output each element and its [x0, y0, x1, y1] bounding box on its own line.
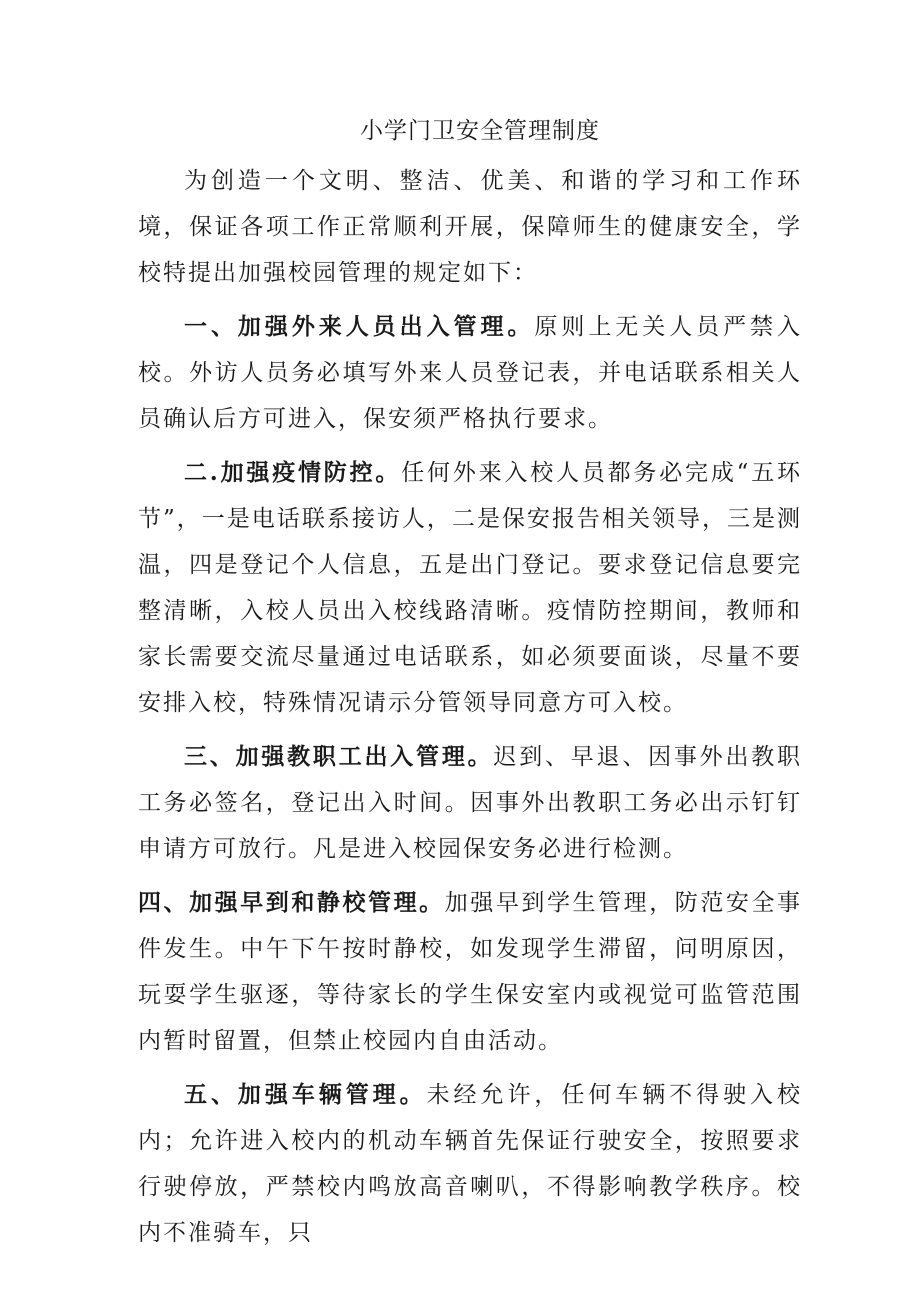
- intro-paragraph: 为创造一个文明、整洁、优美、和谐的学习和工作环境，保证各项工作正常顺利开展，保障师生的健康安全，学校特提出加强校园管理的规定如下：: [138, 168, 802, 286]
- section-4: [138, 880, 802, 1064]
- section-1-heading: 一、加强外来人员出入管理。: [184, 313, 535, 340]
- section-2-body: 任何外来入校人员都务必完成“五环节”，一是电话联系接访人，二是保安报告相关领导，三是测温，四是登记个人信息，五是出门登记。要求登记信息要完整清晰，入校人员出入校线路清晰。疫情防控期间，教师和家长需要交流尽量通过电话联系，如必须要面谈，尽量不要安排入校，特殊情况请示分管领导同意方可入校。: [138, 460, 802, 716]
- section-1: [138, 304, 802, 442]
- section-3-body: 迟到、早退、因事外出教职工务必签名，登记出入时间。因事外出教职工务必出示钉钉申请方可放行。凡是进入校园保安务必进行检测。: [138, 744, 803, 862]
- section-2: [138, 450, 802, 726]
- section-4-body: 加强早到学生管理，防范安全事件发生。中午下午按时静校，如发现学生滞留，问明原因，玩耍学生驱逐，等待家长的学生保安室内或视觉可监管范围内暂时留置，但禁止校园内自由活动。: [138, 890, 803, 1054]
- document-title: 小学门卫安全管理制度: [360, 118, 600, 144]
- section-3-heading: 三、加强教职工出入管理。: [184, 743, 494, 770]
- section-4-heading: 四、加强早到和静校管理。: [138, 889, 445, 916]
- section-1-body: 原则上无关人员严禁入校。外访人员务必填写外来人员登记表，并电话联系相关人员确认后方可进入，保安须严格执行要求。: [138, 314, 803, 432]
- section-5-body: 未经允许，任何车辆不得驶入校内；允许进入校内的机动车辆首先保证行驶安全，按照要求行驶停放，严禁校内鸣放高音喇叭，不得影响教学秩序。校内不准骑车，只: [138, 1082, 803, 1246]
- section-3: [138, 734, 802, 872]
- section-5: [138, 1072, 802, 1256]
- section-5-heading: 五、加强车辆管理。: [184, 1081, 427, 1108]
- section-2-heading: 二.加强疫情防控。: [184, 459, 402, 486]
